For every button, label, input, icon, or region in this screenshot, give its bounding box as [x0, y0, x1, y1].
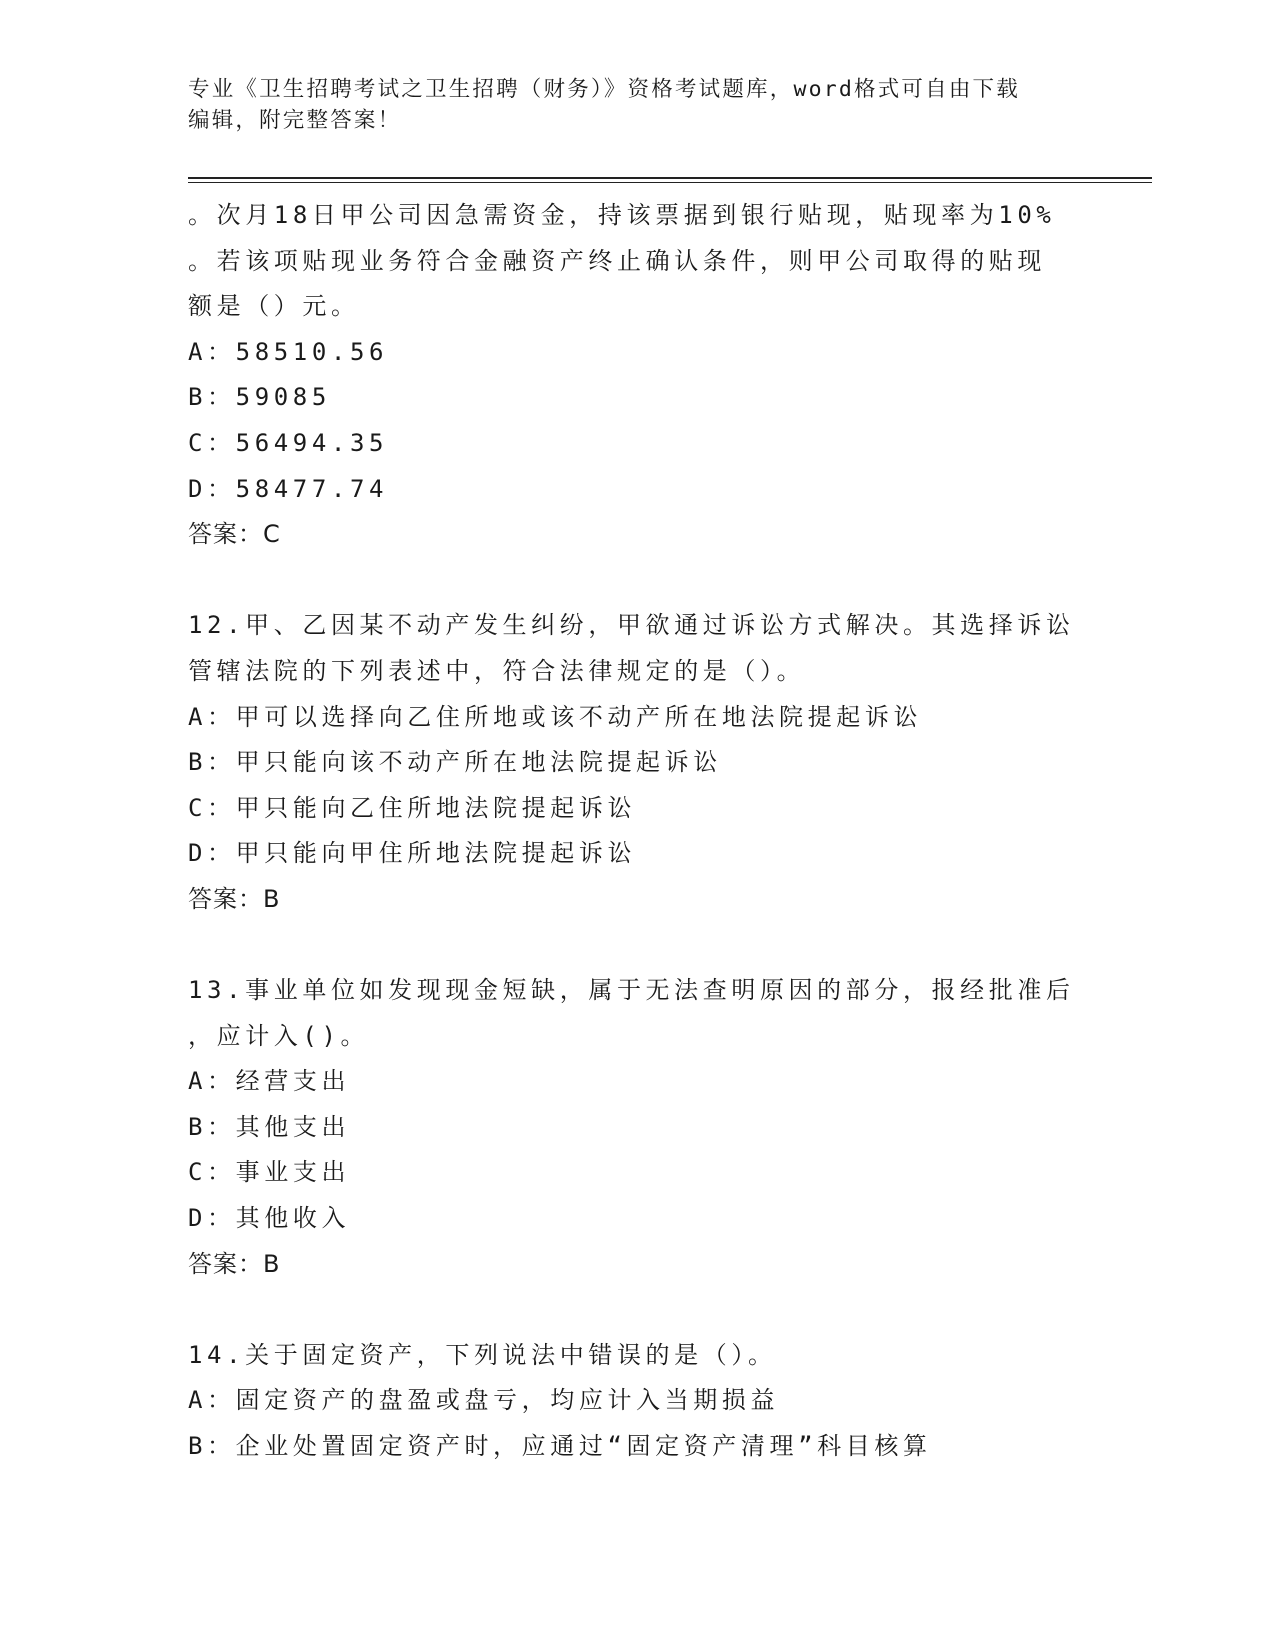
question-stem-line: 14.关于固定资产，下列说法中错误的是（）。 — [188, 1340, 777, 1369]
page-header — [188, 74, 1078, 136]
header-divider-thick — [188, 177, 1152, 179]
option-c: C：56494.35 — [188, 428, 389, 457]
header-divider-thin — [188, 182, 1152, 183]
question-11 — [188, 193, 1088, 558]
option-d: D：甲只能向甲住所地法院提起诉讼 — [188, 839, 637, 868]
option-a: A：甲可以选择向乙住所地或该不动产所在地法院提起诉讼 — [188, 702, 923, 731]
question-stem-line: 12.甲、乙因某不动产发生纠纷，甲欲通过诉讼方式解决。其选择诉讼 — [188, 611, 1075, 640]
spacer — [188, 558, 1088, 604]
header-line-2: 编辑，附完整答案！ — [188, 108, 402, 133]
option-a: A：58510.56 — [188, 337, 389, 366]
option-b: B：59085 — [188, 383, 331, 412]
question-stem-line: 13.事业单位如发现现金短缺，属于无法查明原因的部分，报经批准后 — [188, 976, 1075, 1005]
question-stem-line: 管辖法院的下列表述中，符合法律规定的是（）。 — [188, 656, 806, 685]
option-b: B：其他支出 — [188, 1112, 351, 1141]
answer-line: 答案：B — [188, 1249, 281, 1278]
question-12 — [188, 603, 1088, 922]
question-stem-line: 额是（）元。 — [188, 292, 360, 321]
option-d: D：其他收入 — [188, 1204, 351, 1233]
option-d: D：58477.74 — [188, 474, 389, 503]
option-a: A：固定资产的盘盈或盘亏，均应计入当期损益 — [188, 1386, 780, 1415]
option-c: C：甲只能向乙住所地法院提起诉讼 — [188, 793, 637, 822]
option-b: B：企业处置固定资产时，应通过“固定资产清理”科目核算 — [188, 1432, 932, 1461]
option-c: C：事业支出 — [188, 1158, 351, 1187]
question-stem-line: 。次月18日甲公司因急需资金，持该票据到银行贴现，贴现率为10% — [188, 201, 1056, 229]
answer-line: 答案：C — [188, 520, 281, 549]
question-list — [188, 193, 1088, 1470]
spacer — [188, 1287, 1088, 1333]
question-stem-line: ，应计入()。 — [188, 1021, 370, 1050]
header-line-1: 专业《卫生招聘考试之卫生招聘（财务）》资格考试题库，word格式可自由下载 — [188, 77, 1020, 102]
spacer — [188, 923, 1088, 969]
option-b: B：甲只能向该不动产所在地法院提起诉讼 — [188, 748, 722, 777]
answer-line: 答案：B — [188, 884, 281, 913]
option-a: A：经营支出 — [188, 1067, 351, 1096]
question-13 — [188, 968, 1088, 1287]
question-14 — [188, 1333, 1088, 1470]
question-stem-line: 。若该项贴现业务符合金融资产终止确认条件，则甲公司取得的贴现 — [188, 246, 1046, 275]
